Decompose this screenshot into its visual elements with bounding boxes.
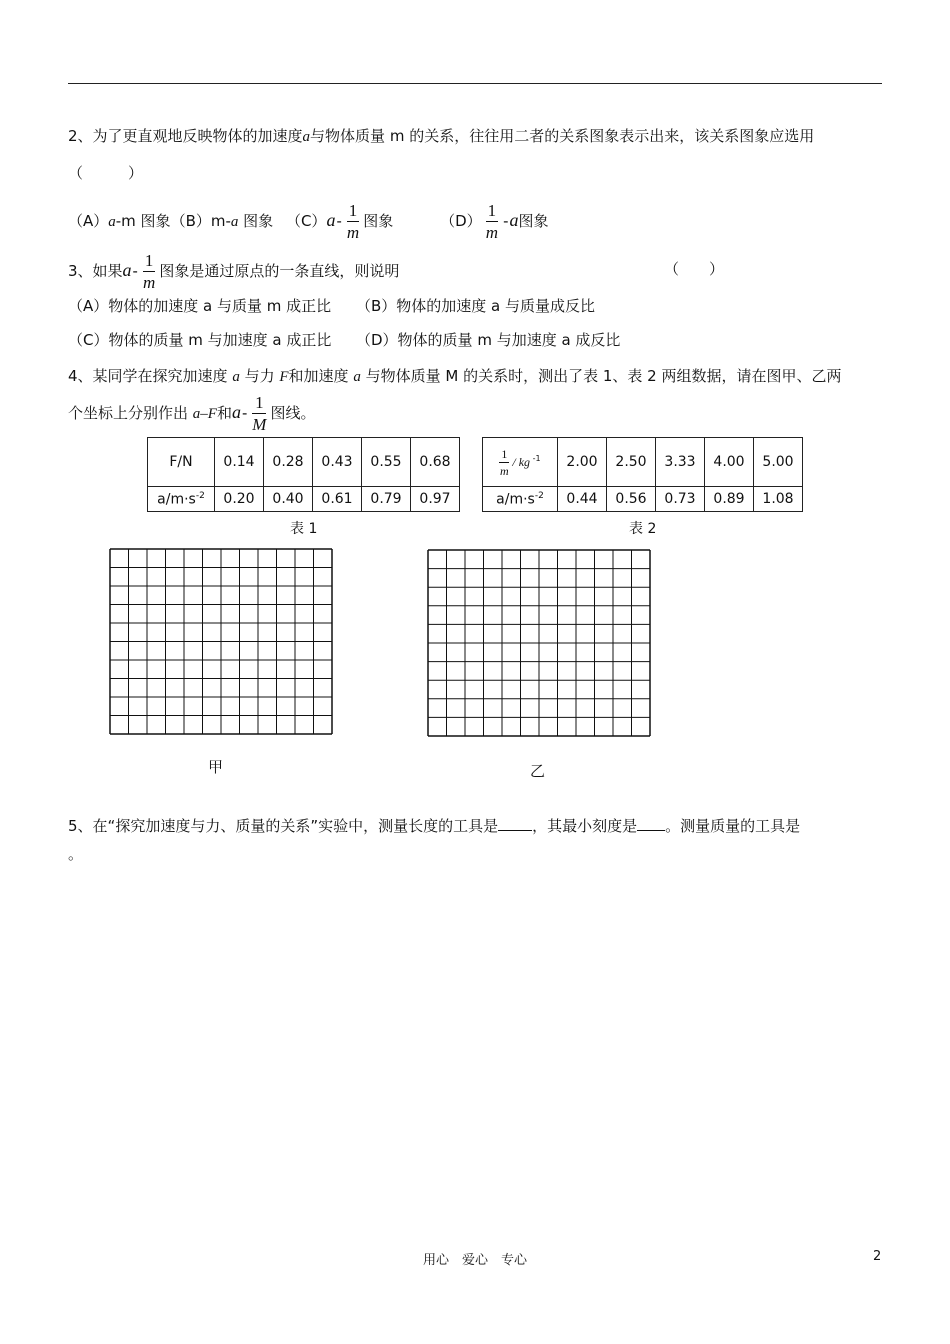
- table2-caption: 表 2: [629, 521, 657, 537]
- table-cell: 0.79: [362, 487, 411, 512]
- q2-stem: 2、为了更直观地反映物体的加速度a与物体质量 m 的关系，往往用二者的关系图象表示出来，该关系图象应选用: [68, 127, 815, 145]
- fraction-1-over-m: $\frac{1}{m}$: [485, 201, 499, 242]
- table-cell: 0.61: [313, 487, 362, 512]
- table-cell: 0.40: [264, 487, 313, 512]
- table-1: [147, 437, 460, 512]
- table-row: [483, 487, 803, 512]
- q2-options: [68, 198, 548, 244]
- q4-stem-line2: 个坐标上分别作出 a–F和a- $\frac{1}{M}$ 图线。: [68, 393, 316, 434]
- table-cell: 0.20: [215, 487, 264, 512]
- grid-label-yi: 乙: [530, 762, 546, 780]
- table-cell: 0.68: [411, 438, 460, 487]
- answer-blank-min-scale[interactable]: [637, 816, 665, 831]
- graph-paper-yi[interactable]: [427, 549, 651, 737]
- q3-options-row1: [68, 296, 596, 316]
- q5-stem-end: 。: [68, 845, 84, 863]
- table-row: [483, 438, 803, 487]
- table-cell: 0.44: [558, 487, 607, 512]
- q2-option-d: （D） $\frac{1}{m}$ -a图象: [440, 201, 549, 242]
- q3-option-c: （C）物体的质量 m 与加速度 a 成正比: [68, 331, 332, 349]
- grid-label-jia: 甲: [208, 758, 224, 776]
- table-cell: 0.43: [313, 438, 362, 487]
- table2-header-a: $a/m\cdot s^{-2}$: [483, 487, 558, 512]
- table-cell: 4.00: [705, 438, 754, 487]
- table2-header-inverse-mass: $\frac{1}{m}$ / kg $^{-1}$: [483, 438, 558, 487]
- table-cell: 0.97: [411, 487, 460, 512]
- table-cell: 0.28: [264, 438, 313, 487]
- q3-answer-bracket: （ ）: [664, 260, 725, 278]
- table1-header-a: $a/m\cdot s^{-2}$: [148, 487, 215, 512]
- q3-options-row2: [68, 330, 621, 350]
- fraction-1-over-m: $\frac{1}{m}$: [142, 251, 156, 292]
- fraction-1-over-M: $\frac{1}{M}$: [252, 393, 267, 434]
- fraction-1-over-m: $\frac{1}{m}$: [346, 201, 360, 242]
- table-cell: 0.73: [656, 487, 705, 512]
- q3-option-a: （A）物体的加速度 a 与质量 m 成正比: [68, 297, 332, 315]
- table-cell: 1.08: [754, 487, 803, 512]
- table-cell: 0.14: [215, 438, 264, 487]
- q3-stem: 3、如果a- $\frac{1}{m}$ 图象是通过原点的一条直线，则说明: [68, 251, 400, 292]
- q2-option-b: （B）m-a 图象: [170, 212, 274, 230]
- table-cell: 3.33: [656, 438, 705, 487]
- q3-option-d: （D）物体的质量 m 与加速度 a 成反比: [356, 331, 621, 349]
- q5-stem: 5、在“探究加速度与力、质量的关系”实验中，测量长度的工具是 ，其最小刻度是 。测量质量的工具是: [68, 817, 801, 835]
- q4-stem-line1: 4、某同学在探究加速度 a 与力 F和加速度 a 与物体质量 M 的关系时，测出了表 1、表 2 两组数据，请在图甲、乙两: [68, 367, 842, 385]
- table1-caption: 表 1: [290, 521, 318, 537]
- table-cell: 0.56: [607, 487, 656, 512]
- footer-motto: 用心 爱心 专心: [422, 1253, 527, 1268]
- table1-header-f: F/N: [148, 438, 215, 487]
- table-cell: 0.55: [362, 438, 411, 487]
- table-cell: 5.00: [754, 438, 803, 487]
- table-2: [482, 437, 803, 512]
- table-cell: 2.00: [558, 438, 607, 487]
- answer-blank-length-tool[interactable]: [498, 816, 532, 831]
- q2-option-c: （C）a- $\frac{1}{m}$ 图象: [285, 201, 394, 242]
- q2-answer-bracket: （ ）: [68, 164, 144, 182]
- table-cell: 0.89: [705, 487, 754, 512]
- table-cell: 2.50: [607, 438, 656, 487]
- q2-option-a: （A）a-m 图象: [68, 212, 171, 230]
- graph-paper-jia[interactable]: [109, 548, 333, 735]
- q3-option-b: （B）物体的加速度 a 与质量成反比: [356, 297, 596, 315]
- table-row: [148, 438, 460, 487]
- page-number: 2: [873, 1249, 882, 1264]
- table-row: [148, 487, 460, 512]
- header-rule: [68, 83, 882, 84]
